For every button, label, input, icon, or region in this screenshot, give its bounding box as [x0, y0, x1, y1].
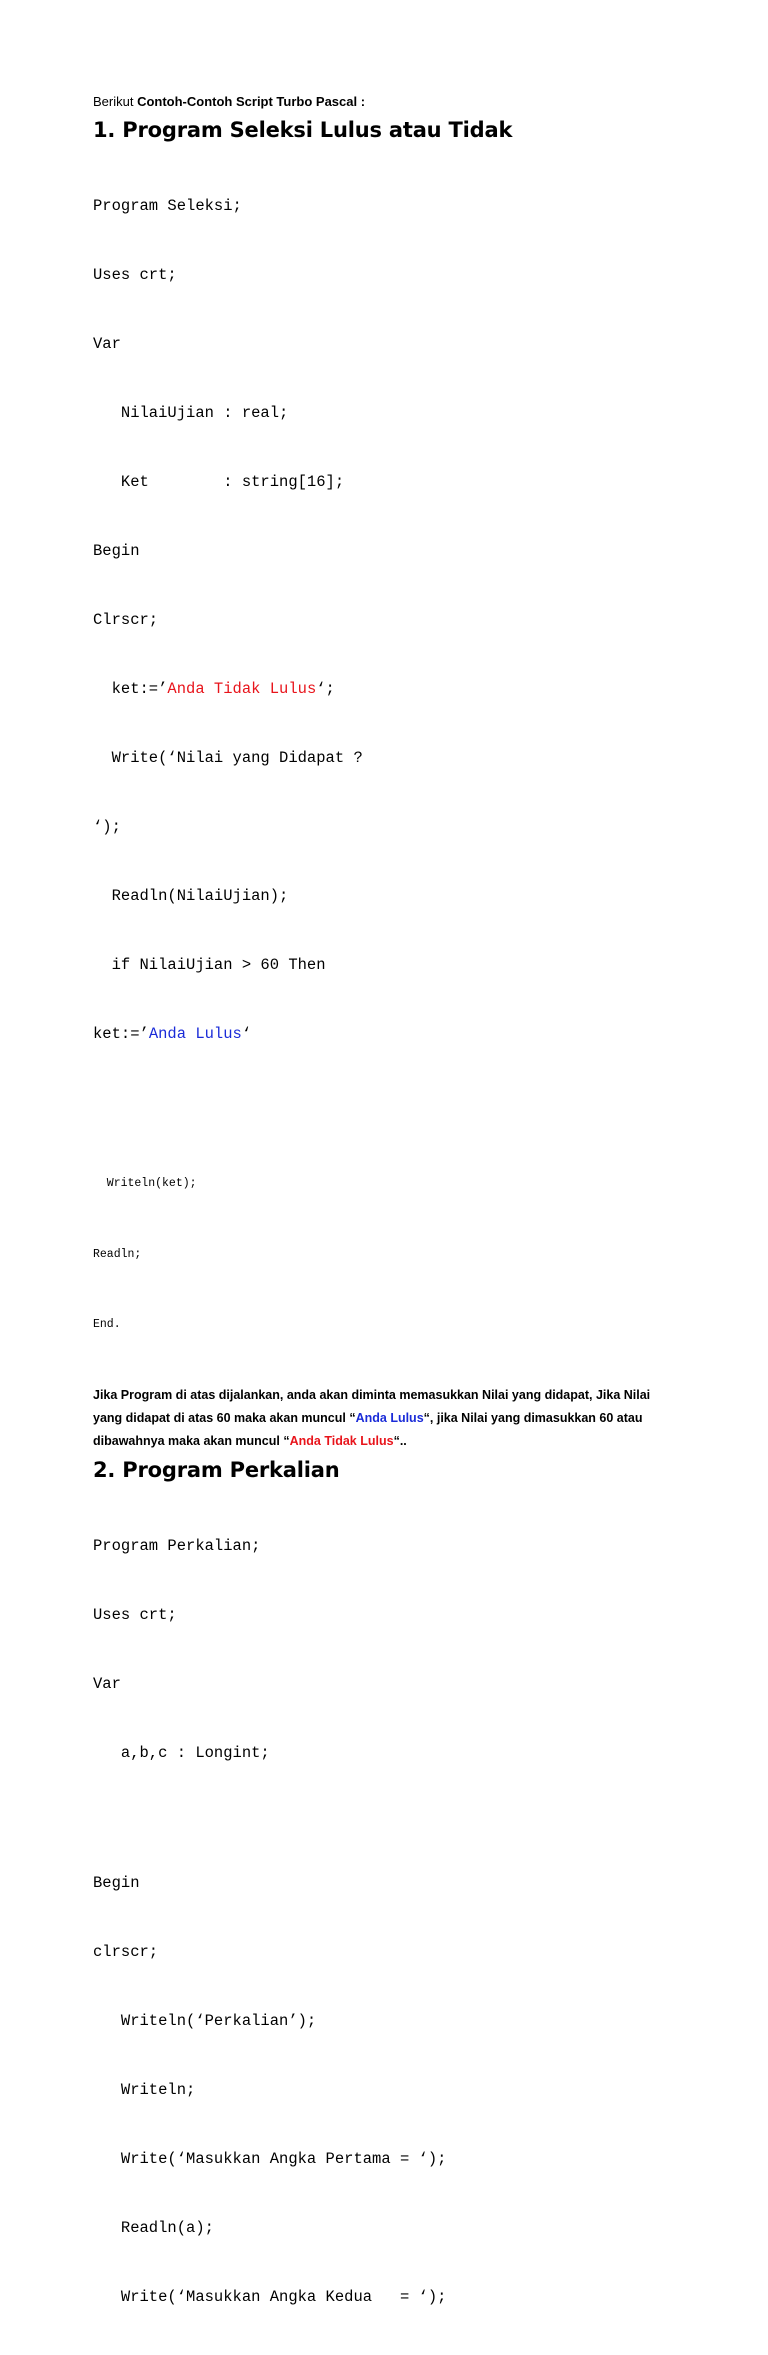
code-ket2-prefix: ket:=’ — [93, 1025, 149, 1043]
code-line: Var — [93, 335, 121, 353]
code-line: Uses crt; — [93, 266, 177, 284]
code-line: Program Seleksi; — [93, 197, 242, 215]
spacer — [93, 1811, 693, 1826]
desc-part-1: Jika Program di atas dijalankan, anda akan diminta memasukkan Nilai yang didapat, Jika Nilai yang didapat di atas 60 maka akan muncul “ — [93, 1387, 651, 1425]
intro-text — [93, 93, 693, 111]
desc-anda-tidak-lulus: Anda Tidak Lulus — [289, 1433, 394, 1448]
desc-anda-lulus: Anda Lulus — [355, 1410, 424, 1425]
code-block-perkalian-body — [93, 1826, 693, 2355]
code-line: if NilaiUjian > 60 Then — [93, 956, 326, 974]
code-block-small — [93, 1125, 693, 1384]
document-page — [93, 93, 693, 2355]
code-block-seleksi — [93, 149, 693, 1092]
spacer — [93, 1092, 693, 1125]
code-line: Writeln(‘Perkalian’); — [93, 2011, 317, 2030]
code-line: Begin — [93, 542, 140, 560]
description-paragraph — [93, 1384, 673, 1453]
code-line: End. — [93, 1318, 121, 1331]
code-line: a,b,c : Longint; — [93, 1743, 270, 1762]
code-line: NilaiUjian : real; — [93, 404, 289, 422]
code-line: Readln(NilaiUjian); — [93, 887, 289, 905]
code-line: Writeln(ket); — [93, 1177, 197, 1190]
desc-part-3: “.. — [393, 1433, 407, 1448]
code-line: Program Perkalian; — [93, 1536, 261, 1555]
code-line: Readln(a); — [93, 2218, 214, 2237]
code-line: Ket : string[16]; — [93, 473, 345, 491]
intro-prefix: Berikut — [93, 94, 138, 109]
section-2-heading: 2. Program Perkalian — [93, 1457, 340, 1482]
code-line: Begin — [93, 1873, 140, 1892]
code-line: Readln; — [93, 1247, 142, 1261]
code-block-perkalian-var — [93, 1489, 693, 1811]
code-line: Write(‘Masukkan Angka Pertama = ‘); — [93, 2149, 447, 2168]
code-line: Write(‘Nilai yang Didapat ? — [93, 749, 363, 767]
desc-part-2: “, jika Nilai yang dimasukkan 60 atau dibawahnya maka akan muncul “ — [93, 1410, 643, 1448]
code-line: Clrscr; — [93, 611, 159, 629]
code-ket-prefix: ket:=’ — [93, 680, 168, 698]
code-line-ket — [93, 678, 693, 701]
code-ket-suffix: ‘; — [316, 680, 335, 698]
code-ket2-string: Anda Lulus — [148, 1025, 242, 1043]
code-line: Write(‘Masukkan Angka Kedua = ‘); — [93, 2287, 447, 2306]
code-line: ‘); — [93, 818, 121, 836]
code-line: Writeln; — [93, 2080, 196, 2099]
code-line: clrscr; — [93, 1942, 159, 1961]
code-ket-string: Anda Tidak Lulus — [167, 680, 317, 698]
code-line: Var — [93, 1674, 121, 1693]
code-ket2-suffix: ‘ — [241, 1025, 252, 1043]
code-line-ket2 — [93, 1023, 693, 1046]
section-1-heading: 1. Program Seleksi Lulus atau Tidak — [93, 118, 513, 142]
code-line: Uses crt; — [93, 1605, 177, 1624]
intro-bold: Contoh-Contoh Script Turbo Pascal : — [137, 94, 366, 109]
